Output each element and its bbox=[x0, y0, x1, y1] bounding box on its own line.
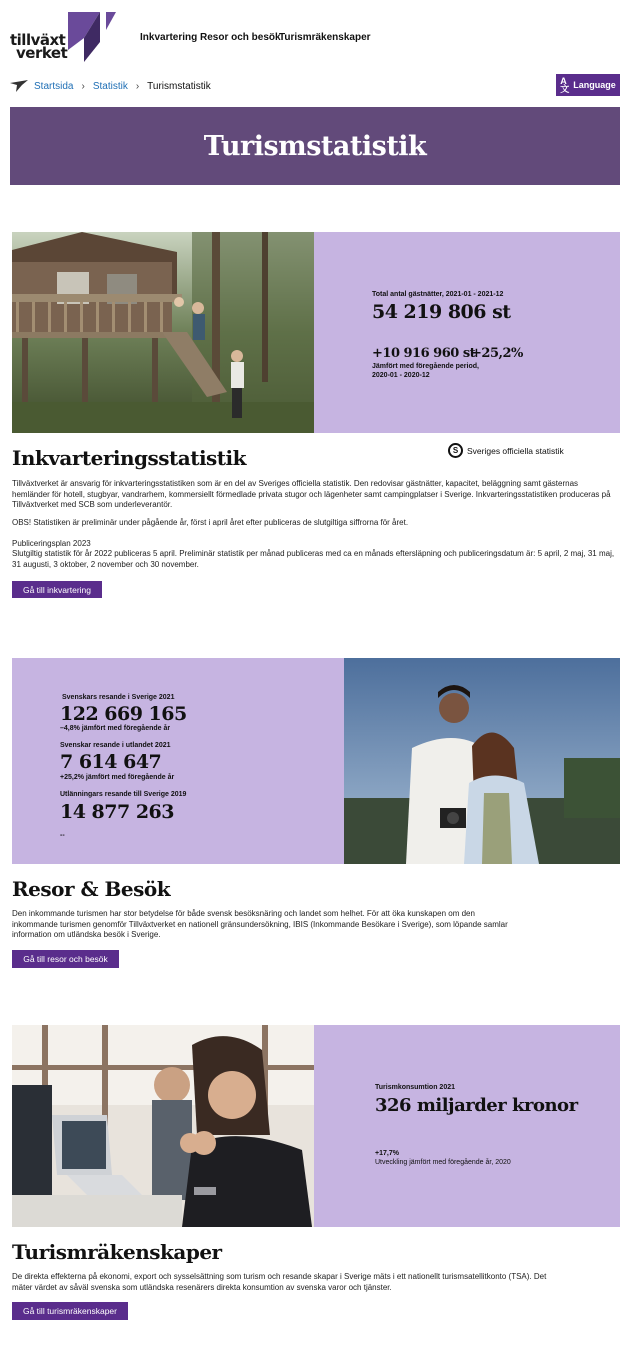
stat-value: 54 219 806 st bbox=[372, 301, 511, 323]
cabin-photo bbox=[12, 232, 314, 433]
turism-stats-panel bbox=[314, 1025, 620, 1227]
page-title: Turismstatistik bbox=[203, 130, 427, 162]
publiceringsplan-title: Publiceringsplan 2023 bbox=[12, 539, 91, 548]
stat-label: Total antal gästnätter, 2021-01 - 2021-12 bbox=[372, 291, 504, 298]
change-value: +10 916 960 st bbox=[372, 346, 476, 361]
stat-label: Turismkonsumtion 2021 bbox=[375, 1084, 456, 1091]
stat2-label: Svenskar resande i utlandet 2021 bbox=[60, 742, 171, 749]
sos-label: Sveriges officiella statistik bbox=[467, 445, 564, 456]
nav-item-turismrakenskaper[interactable]: Turismräkenskaper bbox=[279, 32, 371, 43]
site-logo[interactable] bbox=[10, 10, 120, 62]
hero-banner bbox=[10, 107, 620, 185]
stat3-value: 14 877 263 bbox=[60, 801, 174, 823]
resor-intro: Den inkommande turismen har stor betydelse för både svensk besöksnäring och landet som helhet. För att öka kunskapen om den inkommande turismen genomför Tillväxtverket en nationell gränsundersökning, IBIS (Inkommande Besökare i Sverige), som löpande samlar information om utländska besök i Sverige. bbox=[12, 909, 508, 939]
chevron-right-icon: › bbox=[81, 80, 85, 92]
stat-value: 326 miljarder kronor bbox=[375, 1095, 578, 1116]
stat2-note: +25,2% jämfört med föregående år bbox=[60, 774, 175, 781]
change-note-line1: Jämfört med föregående period, bbox=[372, 363, 479, 370]
language-button[interactable] bbox=[556, 74, 620, 96]
inkvartering-stats-panel bbox=[314, 232, 620, 433]
inkvartering-note: OBS! Statistiken är preliminär under pågående år, först i april året efter publiceras de slutgiltiga siffrorna för året. bbox=[12, 518, 409, 527]
sveriges-officiella-statistik-badge bbox=[448, 443, 564, 458]
chevron-right-icon: › bbox=[135, 80, 140, 92]
translate-icon: A 文 bbox=[560, 76, 570, 94]
stat2-value: 7 614 647 bbox=[60, 751, 162, 773]
change-note: Utveckling jämfört med föregående år, 2020 bbox=[375, 1159, 511, 1166]
stat1-value: 122 669 165 bbox=[60, 703, 187, 725]
logo-wordmark: tillväxt verket bbox=[10, 31, 68, 62]
language-button-label: Language bbox=[573, 80, 616, 90]
stat1-label: Svenskars resande i Sverige 2021 bbox=[62, 694, 175, 701]
breadcrumb-startsida[interactable]: Startsida bbox=[34, 80, 74, 92]
section-title-resor: Resor & Besök bbox=[12, 877, 171, 901]
section-title-inkvartering: Inkvarteringsstatistik bbox=[12, 446, 246, 470]
stat3-note: -- bbox=[60, 832, 65, 839]
change-note-line2: 2020-01 - 2020-12 bbox=[372, 372, 430, 379]
inkvartering-intro: Tillväxtverket är ansvarig för inkvarteringsstatistiken som är en del av Sveriges officiella statistik. Den redovisar gästnätter, kapacitet, beläggning samt gästernas hemländer för hotell, stugbyar, vandrarhem, kommersiellt förmedlade privata stugor och lägenheter samt campingplatser i Sverige. Inkvarteringsstatistiken produceras på Tillväxtverket med SCB som underleverantör. bbox=[12, 479, 611, 509]
nav-item-inkvartering[interactable]: Inkvartering bbox=[140, 32, 198, 43]
breadcrumb bbox=[10, 78, 211, 94]
breadcrumb-current: Turismstatistik bbox=[147, 80, 211, 92]
tillvaxtverket-mark-icon[interactable] bbox=[10, 80, 28, 92]
stat1-note: –4,8% jämfört med föregående år bbox=[60, 725, 171, 732]
couple-photo bbox=[344, 658, 620, 864]
ga-till-inkvartering-button[interactable]: Gå till inkvartering bbox=[12, 581, 102, 598]
nav-item-resor[interactable]: Resor och besök bbox=[200, 32, 281, 43]
office-photo bbox=[12, 1025, 314, 1227]
sos-logo-icon: S bbox=[448, 443, 463, 458]
turism-intro: De direkta effekterna på ekonomi, export och sysselsättning som turism och resande skapar i Sverige mäts i ett nationellt turismsatellitkonto (TSA). Det mäter värdet av såväl svenska som utländska resenärers direkta konsumtion av svenska varor och tjänster. bbox=[12, 1272, 547, 1292]
section-title-turism: Turismräkenskaper bbox=[12, 1240, 222, 1264]
publiceringsplan-text: Slutgiltig statistik för år 2022 publiceras 5 april. Preliminär statistik per månad publiceras med ca en månads eftersläpning och publiceringsdatum är: 5 april, 2 maj, 31 maj, 31 augusti, 3 oktober, 2 november och 30 november. bbox=[12, 549, 615, 569]
change-percent: +25,2% bbox=[471, 346, 523, 361]
ga-till-turismrakenskaper-button[interactable]: Gå till turismräkenskaper bbox=[12, 1302, 128, 1320]
stat3-label: Utlänningars resande till Sverige 2019 bbox=[60, 791, 187, 798]
ga-till-resor-och-besok-button[interactable]: Gå till resor och besök bbox=[12, 950, 119, 968]
change-value: +17,7% bbox=[375, 1150, 399, 1157]
resor-stats-panel bbox=[12, 658, 344, 864]
breadcrumb-statistik[interactable]: Statistik bbox=[92, 80, 128, 92]
